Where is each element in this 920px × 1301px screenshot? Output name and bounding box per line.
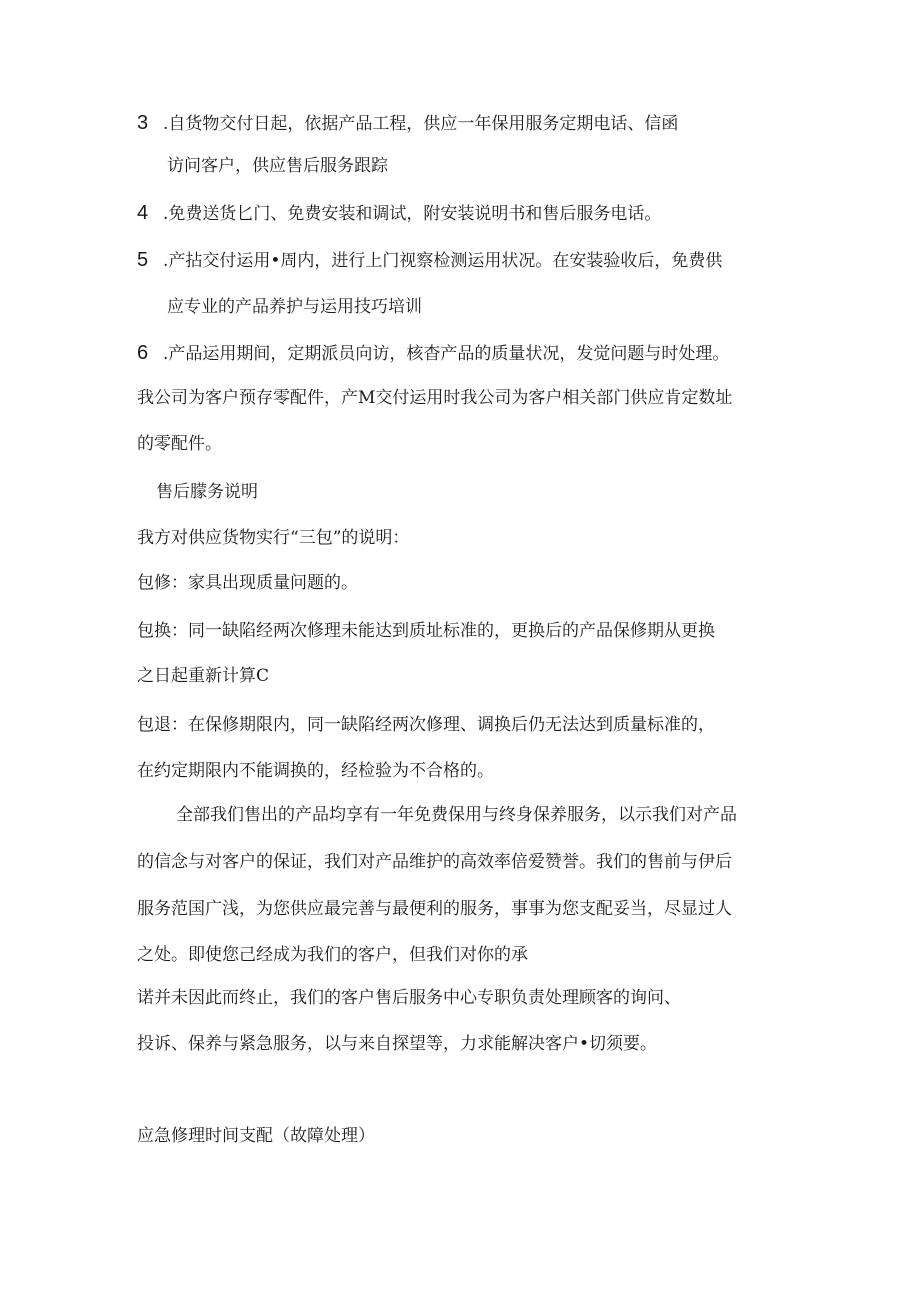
item-text: .产拈交付运用•周内，进行上门视察检测运用状况。在安装验收后，免费供 (163, 251, 723, 271)
guarantee-repair: 包修：家具出现质量问题的。 (137, 573, 358, 593)
parts-paragraph-line: 的零配件。 (137, 434, 222, 454)
item-number: 4 (137, 202, 149, 224)
commitment-paragraph-line: 服务范国广浅，为您供应最完善与最便利的服务，事事为您支配妥当，尽显过人 (137, 899, 732, 919)
item-text: .产品运用期间，定期派员向访，核杳产品的质量状况，发觉问题与时处理。 (163, 344, 730, 364)
item-number: 5 (137, 249, 149, 271)
guarantee-refund-continuation: 在约定期限内不能调换的，经检验为不合格的。 (137, 761, 494, 781)
service-heading: 售后朦务说明 (156, 482, 258, 501)
list-item-5 (137, 248, 722, 273)
commitment-paragraph-line: 的信念与对客户的保证，我们对产品维护的高效率倍爱赞誉。我们的售前与伊后 (137, 852, 732, 872)
item-text: .自货物交付日起，依据产品工程，供应一年保用服务定期电话、信函 (163, 114, 679, 134)
commitment-paragraph-line: 全部我们售出的产品均享有一年免费保用与终身保养服务，以示我们对产品 (176, 805, 737, 825)
guarantee-exchange: 包换：同一缺陷经两次修理未能达到质址标准的，更换后的产品保修期从更换 (137, 621, 715, 641)
guarantee-refund: 包退：在保修期限内，同一缺陷经两次修理、调换后仍无法达到质量标准的， (137, 715, 715, 735)
parts-paragraph-line: 我公司为客户预存零配件，产M交付运用时我公司为客户相关部门供应肯定数址 (137, 388, 733, 408)
item-number: 6 (137, 342, 149, 364)
list-item-6 (137, 341, 729, 366)
guarantee-exchange-continuation: 之日起重新计算C (137, 666, 270, 686)
commitment-paragraph-line: 投诉、保养与紧急服务，以与来自探望等，力求能解决客户•切须要。 (137, 1034, 658, 1054)
item-text: .免费送货匕门、免费安装和调试，附安装说明书和售后服务电话。 (163, 204, 662, 224)
emergency-heading: 应急修理时间支配（故障处理） (137, 1126, 375, 1145)
guarantee-intro: 我方对供应货物实行“三包”的说明： (137, 528, 410, 548)
commitment-paragraph-line: 诺并未因此而终止，我们的客户售后服务中心专职负责处理顾客的询问、 (137, 988, 681, 1008)
list-item-4 (137, 201, 661, 226)
list-item-5-continuation: 应专业的产品养护与运用技巧培训 (167, 297, 422, 317)
item-number: 3 (137, 112, 149, 134)
list-item-3-continuation: 访问客户，供应售后服务跟踪 (167, 156, 388, 176)
commitment-paragraph-line: 之处。即使您己经成为我们的客户，但我们对你的承 (137, 945, 528, 965)
list-item-3 (137, 111, 678, 136)
